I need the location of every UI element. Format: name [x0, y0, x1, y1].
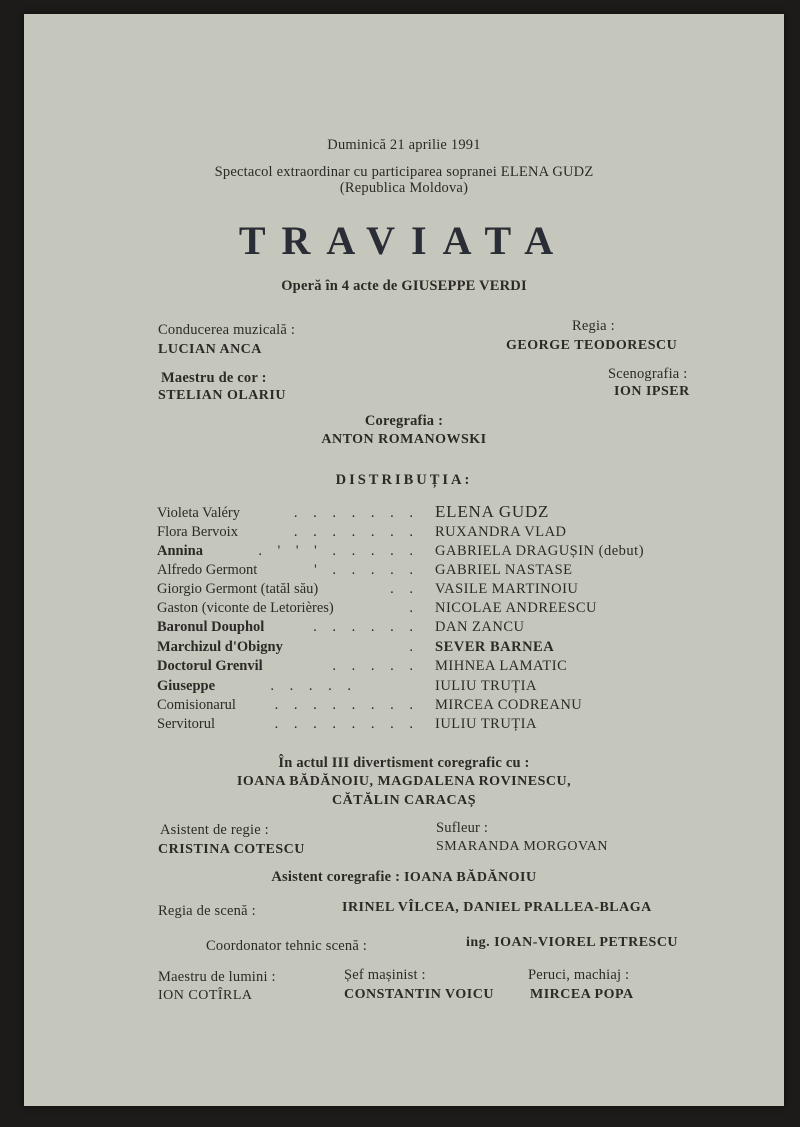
opera-title: TRAVIATA: [238, 218, 570, 263]
special-performance-line: Spectacol extraordinar cu participarea sopranei ELENA GUDZ: [214, 164, 594, 180]
choreography-label: Coregrafia :: [364, 413, 444, 429]
cast-row: [24, 543, 784, 562]
prompter-name: SMARANDA MORGOVAN: [436, 839, 608, 854]
tech-coordinator-label: Coordonator tehnic scenă :: [206, 938, 368, 954]
cast-artist: DAN ZANCU: [435, 619, 525, 635]
asst-choreo-name: IOANA BĂDĂNOIU: [403, 870, 537, 885]
cast-row: [24, 658, 784, 677]
leader-dots: . . . . . . .: [293, 505, 419, 521]
leader-dots: . .: [390, 581, 419, 597]
conductor-name: LUCIAN ANCA: [158, 342, 262, 357]
tech-coordinator-name: ing. IOAN-VIOREL PETRESCU: [466, 935, 679, 950]
machinist-label: Șef mașinist :: [344, 967, 426, 983]
leader-dots: . . . . . . . .: [274, 697, 419, 713]
cast-artist: MIRCEA CODREANU: [435, 697, 583, 713]
cast-role: Flora Bervoix: [157, 524, 238, 540]
stage-direction-label: Regia de scenă :: [158, 903, 256, 919]
makeup-name: MIRCEA POPA: [530, 987, 634, 1002]
leader-dots: .: [409, 639, 419, 655]
cast-role: Giuseppe: [157, 678, 216, 694]
cast-artist: ELENA GUDZ: [435, 502, 550, 521]
scenography-label: Scenografia :: [608, 366, 688, 382]
cast-role: Servitorul: [157, 716, 215, 732]
cast-row: [24, 697, 784, 716]
cast-role: Gaston (viconte de Letorières): [157, 600, 334, 616]
performance-date: Duminică 21 aprilie 1991: [327, 137, 481, 153]
machinist-name: CONSTANTIN VOICU: [344, 987, 494, 1002]
leader-dots: . . . . . . .: [293, 524, 419, 540]
leader-dots: . . . . .: [270, 678, 357, 694]
cast-artist: IULIU TRUȚIA: [435, 716, 537, 732]
divertisment-dancers-2: CĂTĂLIN CARACAȘ: [331, 793, 476, 808]
cast-artist: GABRIEL NASTASE: [435, 562, 573, 578]
asst-choreo-label: Asistent coregrafie :: [271, 869, 401, 885]
leader-dots: . . . . . .: [313, 619, 419, 635]
cast-role: Annina: [157, 543, 203, 559]
cast-row: [24, 562, 784, 581]
cast-role: Marchizul d'Obigny: [157, 639, 283, 655]
leader-dots: . ' ' ' . . . . .: [258, 543, 419, 559]
cast-role: Baronul Douphol: [157, 619, 265, 635]
cast-role: Doctorul Grenvil: [157, 658, 263, 674]
cast-row: [24, 581, 784, 600]
prompter-label: Sufleur :: [436, 820, 489, 836]
chorus-label: Maestru de cor :: [161, 370, 267, 386]
cast-row: [24, 716, 784, 735]
leader-dots: ' . . . . .: [314, 562, 419, 578]
special-performance-origin: (Republica Moldova): [339, 180, 469, 196]
cast-role: Giorgio Germont (tatăl său): [157, 581, 319, 597]
scenography-name: ION IPSER: [614, 384, 690, 399]
asst-choreography: [24, 869, 784, 886]
chorus-name: STELIAN OLARIU: [158, 388, 286, 403]
cast-artist: NICOLAE ANDREESCU: [435, 600, 597, 616]
conductor-label: Conducerea muzicală :: [158, 322, 296, 338]
cast-artist: IULIU TRUȚIA: [435, 678, 537, 694]
cast-role: Alfredo Germont: [157, 562, 258, 578]
asst-director-label: Asistent de regie :: [160, 822, 269, 838]
leader-dots: . . . . .: [332, 658, 419, 674]
director-name: GEORGE TEODORESCU: [506, 338, 678, 353]
divertisment-intro: În actul III divertisment coregrafic cu :: [278, 755, 530, 771]
cast-artist: SEVER BARNEA: [435, 639, 555, 655]
cast-row: [24, 600, 784, 619]
choreography-name: ANTON ROMANOWSKI: [321, 432, 487, 447]
director-label: Regia :: [572, 318, 615, 334]
cast-artist: MIHNEA LAMATIC: [435, 658, 568, 674]
divertisment-dancers-1: IOANA BĂDĂNOIU, MAGDALENA ROVINESCU,: [236, 774, 572, 789]
leader-dots: . . . . . . . .: [274, 716, 419, 732]
leader-dots: .: [409, 600, 419, 616]
cast-row: [24, 502, 784, 524]
cast-role: Violeta Valéry: [157, 505, 241, 521]
cast-row: [24, 524, 784, 543]
distribution-heading: DISTRIBUȚIA:: [335, 472, 473, 488]
cast-artist: GABRIELA DRAGUȘIN (debut): [435, 543, 645, 559]
asst-director-name: CRISTINA COTESCU: [158, 842, 305, 857]
cast-artist: VASILE MARTINOIU: [435, 581, 579, 597]
cast-artist: RUXANDRA VLAD: [435, 524, 567, 540]
cast-row: [24, 639, 784, 658]
makeup-label: Peruci, machiaj :: [528, 967, 630, 983]
cast-row: [24, 678, 784, 697]
lights-label: Maestru de lumini :: [158, 969, 276, 985]
cast-role: Comisionarul: [157, 697, 236, 713]
program-sheet: [24, 14, 784, 1106]
cast-row: [24, 619, 784, 638]
opera-subtitle: Operă în 4 acte de GIUSEPPE VERDI: [281, 278, 527, 294]
stage-direction-names: IRINEL VÎLCEA, DANIEL PRALLEA-BLAGA: [342, 900, 652, 915]
lights-name: ION COTÎRLA: [158, 988, 253, 1003]
